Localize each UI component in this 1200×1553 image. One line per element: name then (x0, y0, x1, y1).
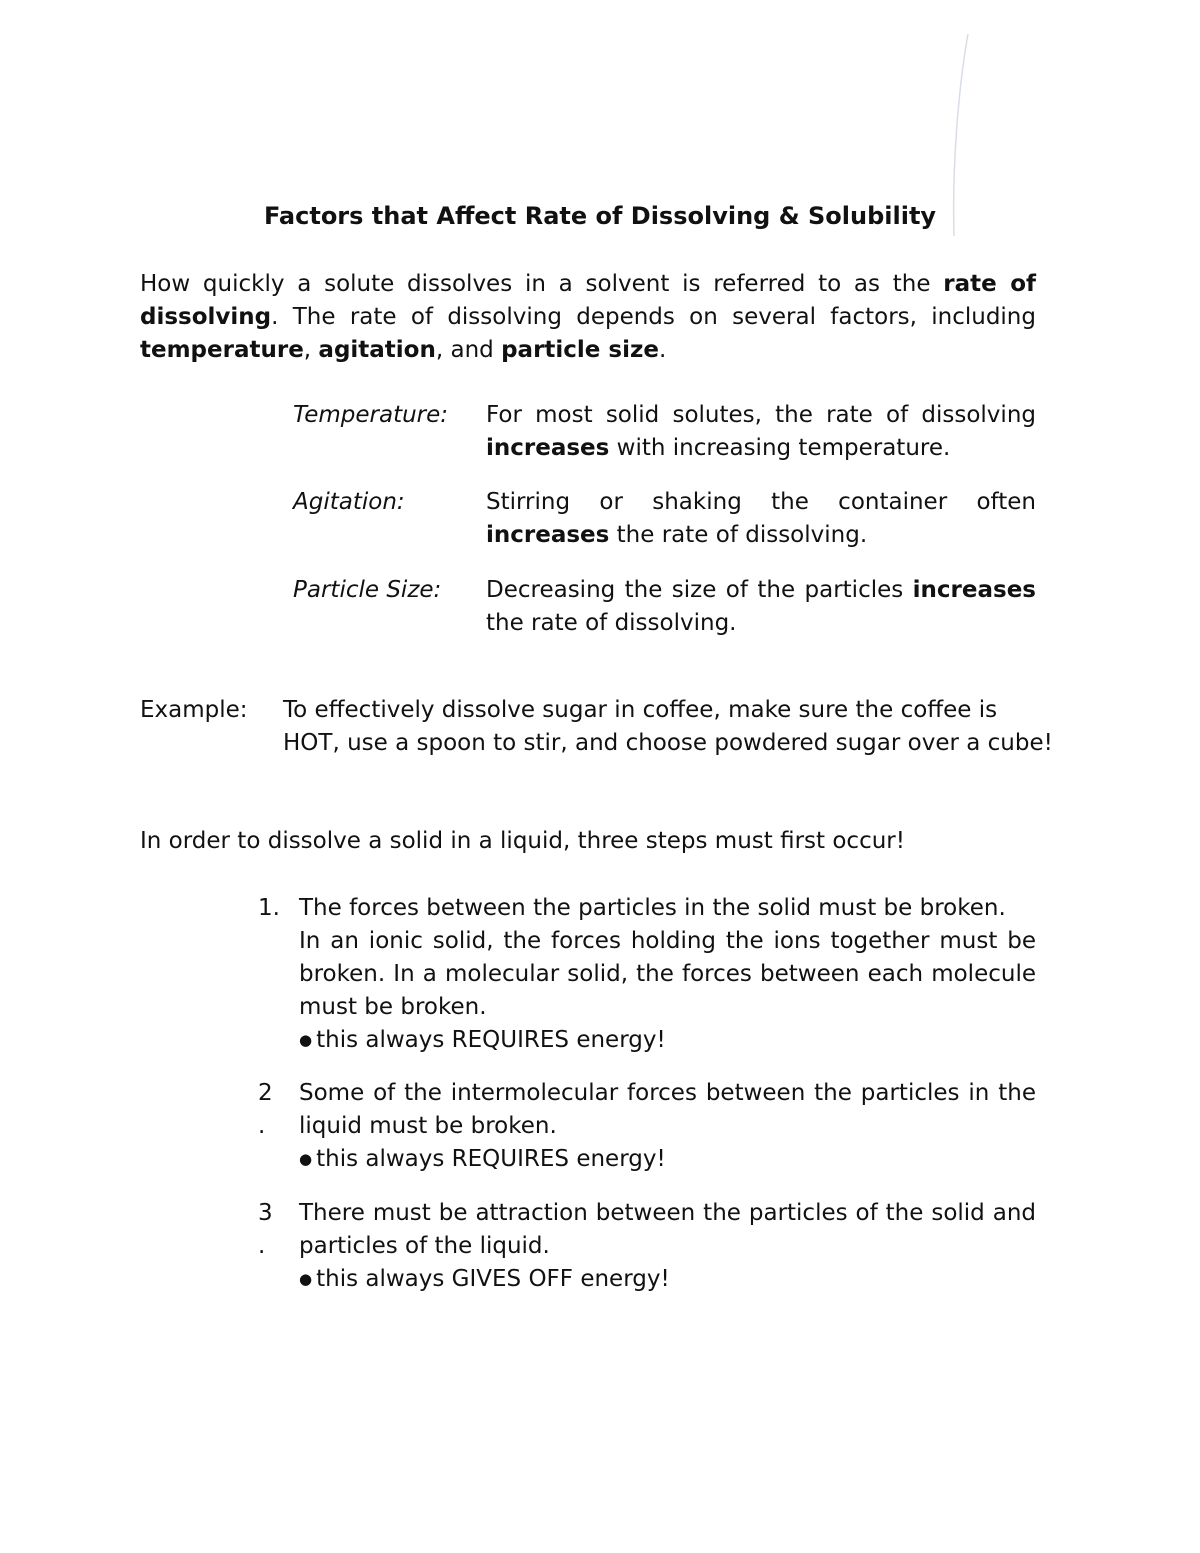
step-body: Some of the intermolecular forces between the particles in the liquid must be broken. ● this always REQUIRES energy! (299, 1080, 1036, 1172)
factor-term: Particle Size: (293, 577, 442, 603)
factor-term: Agitation: (293, 489, 405, 515)
step-number: 3 . (258, 1200, 273, 1259)
factor-description: Decreasing the size of the particles increases the rate of dissolving. (486, 577, 1036, 636)
page-title: Factors that Affect Rate of Dissolving & Solubility (263, 202, 937, 230)
factor-particle-size (293, 574, 1036, 640)
term-rate-of-dissolving: rate of dissolving (140, 271, 1037, 330)
factor-description: For most solid solutes, the rate of dissolving increases with increasing temperature. (486, 402, 1036, 461)
step-2 (258, 1077, 1036, 1176)
example-label: Example: (140, 697, 248, 723)
example-block (140, 694, 1060, 760)
intro-paragraph: How quickly a solute dissolves in a solvent is referred to as the rate of dissolving. The rate of dissolving depends on several factors, including temperature, agitation, and particle size. (140, 271, 1037, 363)
bullet-icon: ● (299, 1270, 313, 1288)
factor-term: Temperature: (293, 402, 449, 428)
example-text: To effectively dissolve sugar in coffee, make sure the coffee is HOT, use a spoon to stir, and choose powdered sugar over a cube! (283, 697, 1053, 756)
term-temperature: temperature (140, 337, 304, 363)
factor-description: Stirring or shaking the container often increases the rate of dissolving. (486, 489, 1036, 548)
step-body: The forces between the particles in the solid must be broken. In an ionic solid, the forces holding the ions together must be broken. In a molecular solid, the forces between each molecule must be broken. ● this always REQUIRES energy! (299, 895, 1036, 1053)
bullet-icon: ● (299, 1031, 313, 1049)
step-number: 2 . (258, 1080, 273, 1139)
steps-intro: In order to dissolve a solid in a liquid, three steps must first occur! (140, 828, 905, 854)
step-body: There must be attraction between the particles of the solid and particles of the liquid. ● this always GIVES OFF energy! (299, 1200, 1036, 1292)
step-1 (258, 892, 1036, 1057)
term-agitation: agitation (318, 337, 436, 363)
term-particle-size: particle size (501, 337, 659, 363)
bullet-icon: ● (299, 1150, 313, 1168)
factor-temperature (293, 399, 1036, 465)
factor-agitation (293, 486, 1036, 552)
step-3 (258, 1197, 1036, 1296)
step-number: 1. (258, 895, 280, 921)
